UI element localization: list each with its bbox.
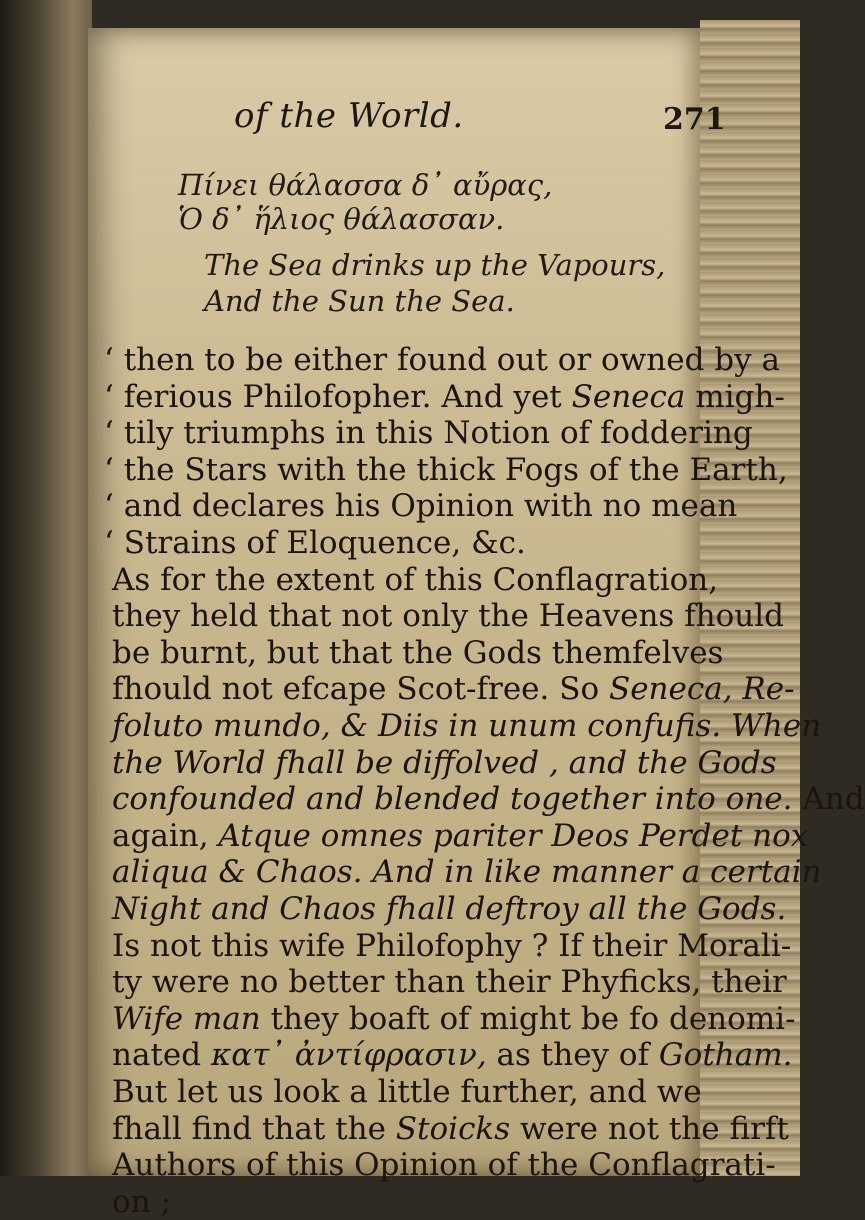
roman-segment: on ;: [112, 1183, 171, 1220]
text-line: [112, 1074, 702, 1110]
text-line: [112, 1001, 796, 1037]
text-line: [112, 854, 821, 890]
roman-segment: ‘ Strains of Eloquence, &c.: [104, 525, 526, 561]
text-line: [112, 928, 791, 964]
roman-segment: ‘ then to be either found out or owned by a: [104, 342, 780, 378]
roman-segment: ‘ ferious Philofopher. And yet: [104, 378, 572, 415]
greek-epigraph-line: Ὁ δ᾽ ἥλιος θάλασσαν.: [178, 202, 505, 236]
text-line: [104, 415, 753, 451]
text-line: [112, 598, 784, 634]
text-line: [112, 781, 865, 817]
text-line: [112, 708, 821, 744]
roman-segment: again,: [112, 817, 219, 854]
roman-segment: they boaft of might be fo denomi-: [260, 1000, 796, 1037]
verse-translation-line: And the Sun the Sea.: [204, 284, 515, 318]
text-line: [112, 562, 718, 598]
text-line: [112, 964, 787, 1000]
roman-segment: As for the extent of this Conflagration,: [112, 561, 719, 598]
roman-segment: ‘ the Stars with the thick Fogs of the Earth,: [104, 451, 788, 488]
facing-page-gutter: [0, 0, 92, 1176]
italic-segment: Night and Chaos fhall deftroy all the Gods.: [112, 891, 787, 927]
text-line: [112, 671, 795, 707]
roman-segment: And: [792, 781, 865, 818]
roman-segment: fhall find that the: [112, 1110, 396, 1147]
text-line: [112, 1037, 793, 1073]
text-line: [104, 379, 785, 415]
text-line: [112, 891, 786, 927]
roman-segment: were not the firft: [510, 1110, 789, 1147]
text-line: [112, 1147, 776, 1183]
italic-segment: aliqua & Chaos. And in like manner a certain: [112, 854, 822, 891]
roman-segment: But let us look a little further, and we: [112, 1074, 702, 1110]
roman-segment: nated: [112, 1037, 211, 1074]
text-line: [112, 1184, 171, 1220]
italic-segment: the World fhall be diffolved , and the Gods: [112, 744, 777, 781]
roman-segment: be burnt, but that the Gods themfelves: [112, 634, 724, 671]
italic-segment: Stoicks: [395, 1110, 511, 1147]
italic-segment: foluto mundo, & Diis in unum confufis. When: [112, 708, 822, 744]
roman-segment: as they of: [486, 1037, 659, 1074]
text-line: [112, 818, 808, 854]
text-line: [104, 452, 788, 488]
verse-translation-line: The Sea drinks up the Vapours,: [204, 248, 666, 282]
roman-segment: ‘ tily triumphs in this Notion of foddering: [104, 415, 753, 452]
roman-segment: migh-: [685, 378, 785, 415]
roman-segment: ‘ and declares his Opinion with no mean: [104, 488, 738, 525]
text-line: [112, 635, 723, 671]
italic-segment: κατ᾽ ἀντίφρασιν,: [210, 1037, 487, 1074]
italic-segment: Seneca, Re-: [608, 671, 795, 708]
text-line: [104, 525, 526, 561]
italic-segment: confounded and blended together into one.: [112, 781, 793, 818]
italic-segment: Wife man: [112, 1000, 261, 1037]
greek-epigraph-line: Πίνει θάλασσα δ᾽ αὔρας,: [178, 168, 553, 202]
italic-segment: Seneca: [571, 378, 686, 415]
text-line: [112, 1111, 789, 1147]
roman-segment: Authors of this Opinion of the Conflagrati-: [112, 1147, 776, 1184]
roman-segment: Is not this wife Philofophy ? If their Morali-: [112, 927, 792, 964]
text-line: [104, 488, 737, 524]
italic-segment: Atque omnes pariter Deos Perdet nox: [218, 817, 809, 854]
roman-segment: fhould not efcape Scot-free. So: [112, 671, 609, 708]
roman-segment: they held that not only the Heavens fhould: [112, 598, 785, 635]
roman-segment: ty were no better than their Phyficks, their: [112, 964, 787, 1001]
running-title: of the World.: [234, 96, 464, 136]
page-number: 271: [663, 102, 726, 137]
text-line: [112, 745, 777, 781]
text-line: [104, 342, 780, 378]
italic-segment: Gotham.: [658, 1037, 793, 1074]
